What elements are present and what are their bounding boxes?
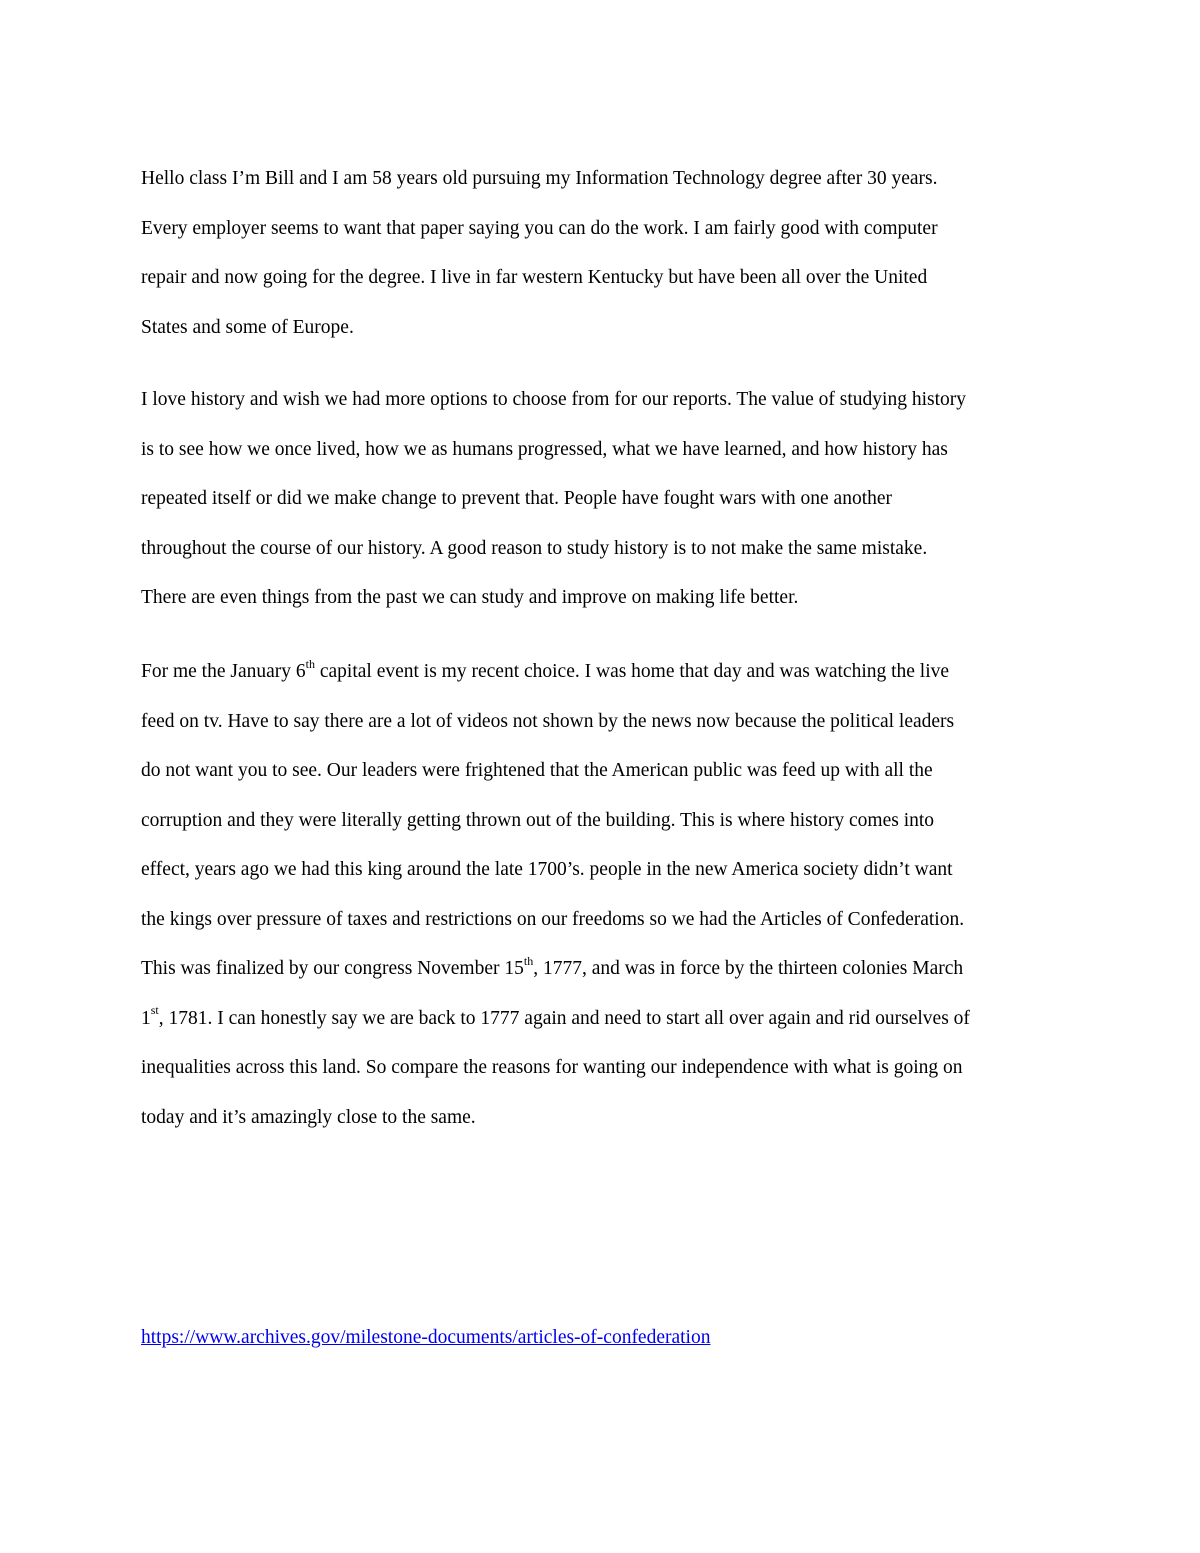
text-run: This was finalized by our congress November 15 [141, 958, 524, 979]
text-line [141, 316, 354, 340]
text-run: repair and now going for the degree. I live in far western Kentucky but have been all over the United [141, 267, 928, 288]
superscript: th [305, 656, 315, 671]
text-line [141, 908, 964, 932]
text-run: , 1781. I can honestly say we are back to 1777 again and need to start all over again and rid ourselves of [158, 1007, 970, 1029]
text-run: States and some of Europe. [141, 316, 354, 338]
text-run: effect, years ago we had this king around the late 1700’s. people in the new America society didn’t want [141, 859, 953, 880]
text-line [141, 1106, 476, 1130]
text-line [141, 167, 937, 191]
text-run: the kings over pressure of taxes and restrictions on our freedoms so we had the Articles of Confederation. [141, 908, 965, 930]
text-line [141, 759, 933, 783]
text-run: repeated itself or did we make change to prevent that. People have fought wars with one another [141, 488, 893, 509]
text-line [141, 1056, 963, 1080]
text-run: throughout the course of our history. A good reason to study history is to not make the same mistake. [141, 537, 928, 559]
text-line [141, 487, 892, 511]
text-line [141, 858, 953, 882]
text-run: For me the January 6 [141, 661, 306, 682]
text-line [141, 537, 927, 561]
text-run: do not want you to see. Our leaders were frightened that the American public was feed up with all the [141, 760, 933, 781]
text-run: inequalities across this land. So compare the reasons for wanting our independence with what is going on [141, 1057, 963, 1078]
text-line [141, 266, 927, 290]
text-run: I love history and wish we had more options to choose from for our reports. The value of studying history [141, 389, 966, 410]
text-run: corruption and they were literally getting thrown out of the building. This is where history comes into [141, 809, 935, 831]
text-run: 1 [141, 1007, 151, 1029]
text-line [141, 953, 964, 981]
text-run: Every employer seems to want that paper saying you can do the work. I am fairly good with computer [141, 217, 938, 239]
text-line [141, 217, 938, 241]
text-line [141, 809, 934, 833]
text-run: Hello class I’m Bill and I am 58 years old pursuing my Information Technology degree after 30 years. [141, 168, 938, 189]
text-line [141, 1003, 970, 1031]
text-run: There are even things from the past we can study and improve on making life better. [141, 587, 799, 608]
text-line [141, 586, 798, 610]
superscript: th [523, 953, 534, 968]
text-line [141, 710, 954, 734]
text-run: capital event is my recent choice. I was home that day and was watching the live [314, 661, 950, 682]
text-run: is to see how we once lived, how we as humans progressed, what we have learned, and how history has [141, 438, 948, 460]
text-run: feed on tv. Have to say there are a lot of videos not shown by the news now because the political leaders [141, 710, 955, 732]
source-link[interactable]: https://www.archives.gov/milestone-documents/articles-of-confederation [141, 1327, 711, 1348]
text-line [141, 656, 950, 684]
text-run: , 1777, and was in force by the thirteen colonies March [533, 958, 964, 979]
superscript: st [150, 1003, 159, 1017]
text-line [141, 388, 966, 412]
text-run: today and it’s amazingly close to the same. [141, 1106, 476, 1128]
text-line [141, 438, 948, 462]
